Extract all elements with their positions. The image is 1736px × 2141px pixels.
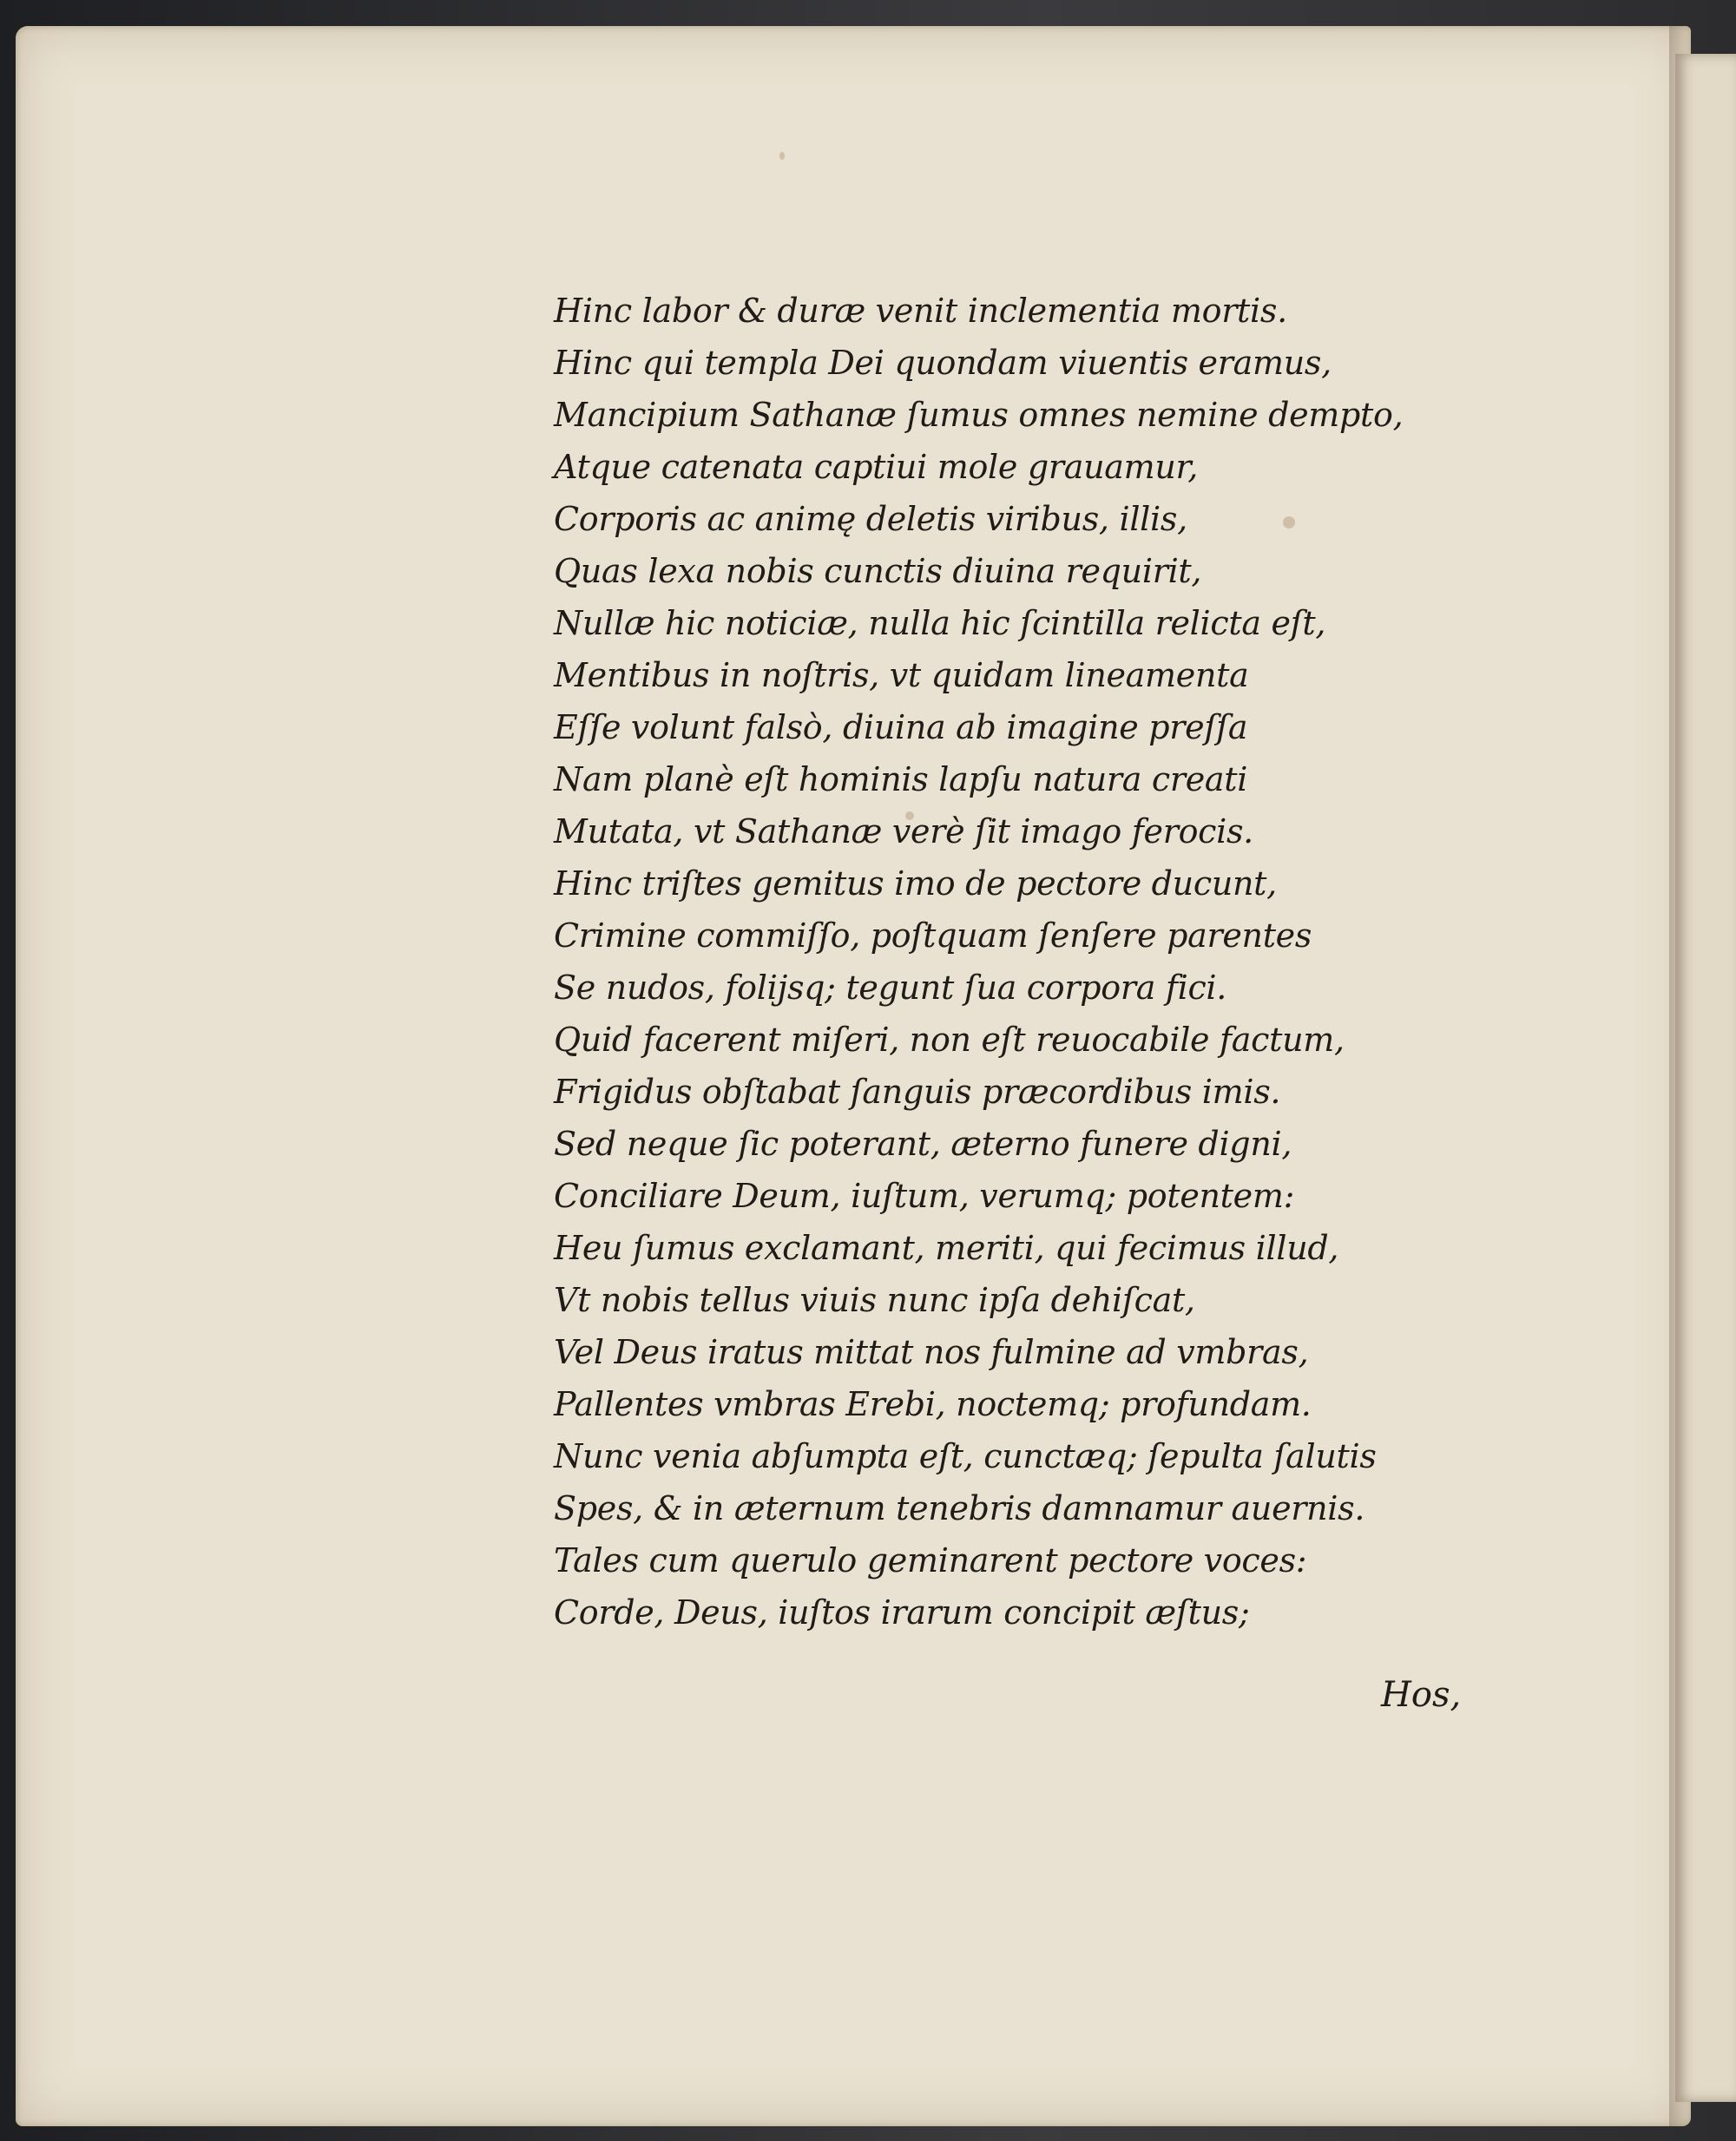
verse-line: Hinc labor & duræ venit inclementia mortis. xyxy=(554,292,1287,330)
verse-line: Corporis ac animę deletis viribus, illis, xyxy=(554,500,1187,538)
verse-line: Vt nobis tellus viuis nunc ipſa dehiſcat, xyxy=(554,1281,1195,1319)
poem-text xyxy=(554,291,1500,1653)
book-page xyxy=(16,26,1691,2126)
verse-line: Crimine commiſſo, poſtquam ſenſere parentes xyxy=(554,916,1312,955)
verse-line: Nunc venia abſumpta eſt, cunctæq; ſepulta ſalutis xyxy=(554,1437,1377,1475)
verse-line: Heu ſumus exclamant, meriti, qui fecimus illud, xyxy=(554,1229,1339,1267)
verse-line: Mutata, vt Sathanæ verè ſit imago ferocis. xyxy=(554,812,1253,850)
verse-line: Hinc triſtes gemitus imo de pectore ducunt, xyxy=(554,864,1277,903)
verse-line: Pallentes vmbras Erebi, noctemq; profundam. xyxy=(554,1385,1312,1423)
verse-line: Nullæ hic noticiæ, nulla hic ſcintilla relicta eſt, xyxy=(554,604,1326,642)
paper-spot xyxy=(779,152,785,160)
verse-line: Se nudos, folijsq; tegunt ſua corpora fici. xyxy=(554,969,1227,1007)
verse-line: Spes, & in æternum tenebris damnamur auernis. xyxy=(554,1489,1365,1527)
verse-line: Tales cum querulo geminarent pectore voces: xyxy=(554,1541,1307,1579)
facing-page-edge xyxy=(1675,54,1736,2102)
verse-line: Quid facerent miſeri, non eſt reuocabile factum, xyxy=(554,1021,1345,1059)
verse-line: Sed neque ſic poterant, æterno funere digni, xyxy=(554,1125,1292,1163)
verse-line: Mancipium Sathanæ ſumus omnes nemine dempto, xyxy=(554,396,1404,434)
verse-line: Hinc qui templa Dei quondam viuentis eramus, xyxy=(554,344,1332,382)
verse-line: Eſſe volunt falsò, diuina ab imagine preſſa xyxy=(554,708,1248,746)
verse-line: Atque catenata captiui mole grauamur, xyxy=(554,448,1199,486)
verse-line: Mentibus in noſtris, vt quidam lineamenta xyxy=(554,656,1249,694)
verse-line: Frigidus obſtabat ſanguis præcordibus imis. xyxy=(554,1073,1281,1111)
verse-line: Corde, Deus, iuſtos irarum concipit æſtus; xyxy=(554,1593,1250,1632)
catchword: Hos, xyxy=(1381,1675,1462,1715)
verse-line: Conciliare Deum, iuſtum, verumq; potentem: xyxy=(554,1177,1295,1215)
verse-line: Vel Deus iratus mittat nos fulmine ad vmbras, xyxy=(554,1333,1309,1371)
verse-line: Nam planè eſt hominis lapſu natura creati xyxy=(554,760,1248,798)
verse-line: Quas lexa nobis cunctis diuina requirit, xyxy=(554,552,1202,590)
